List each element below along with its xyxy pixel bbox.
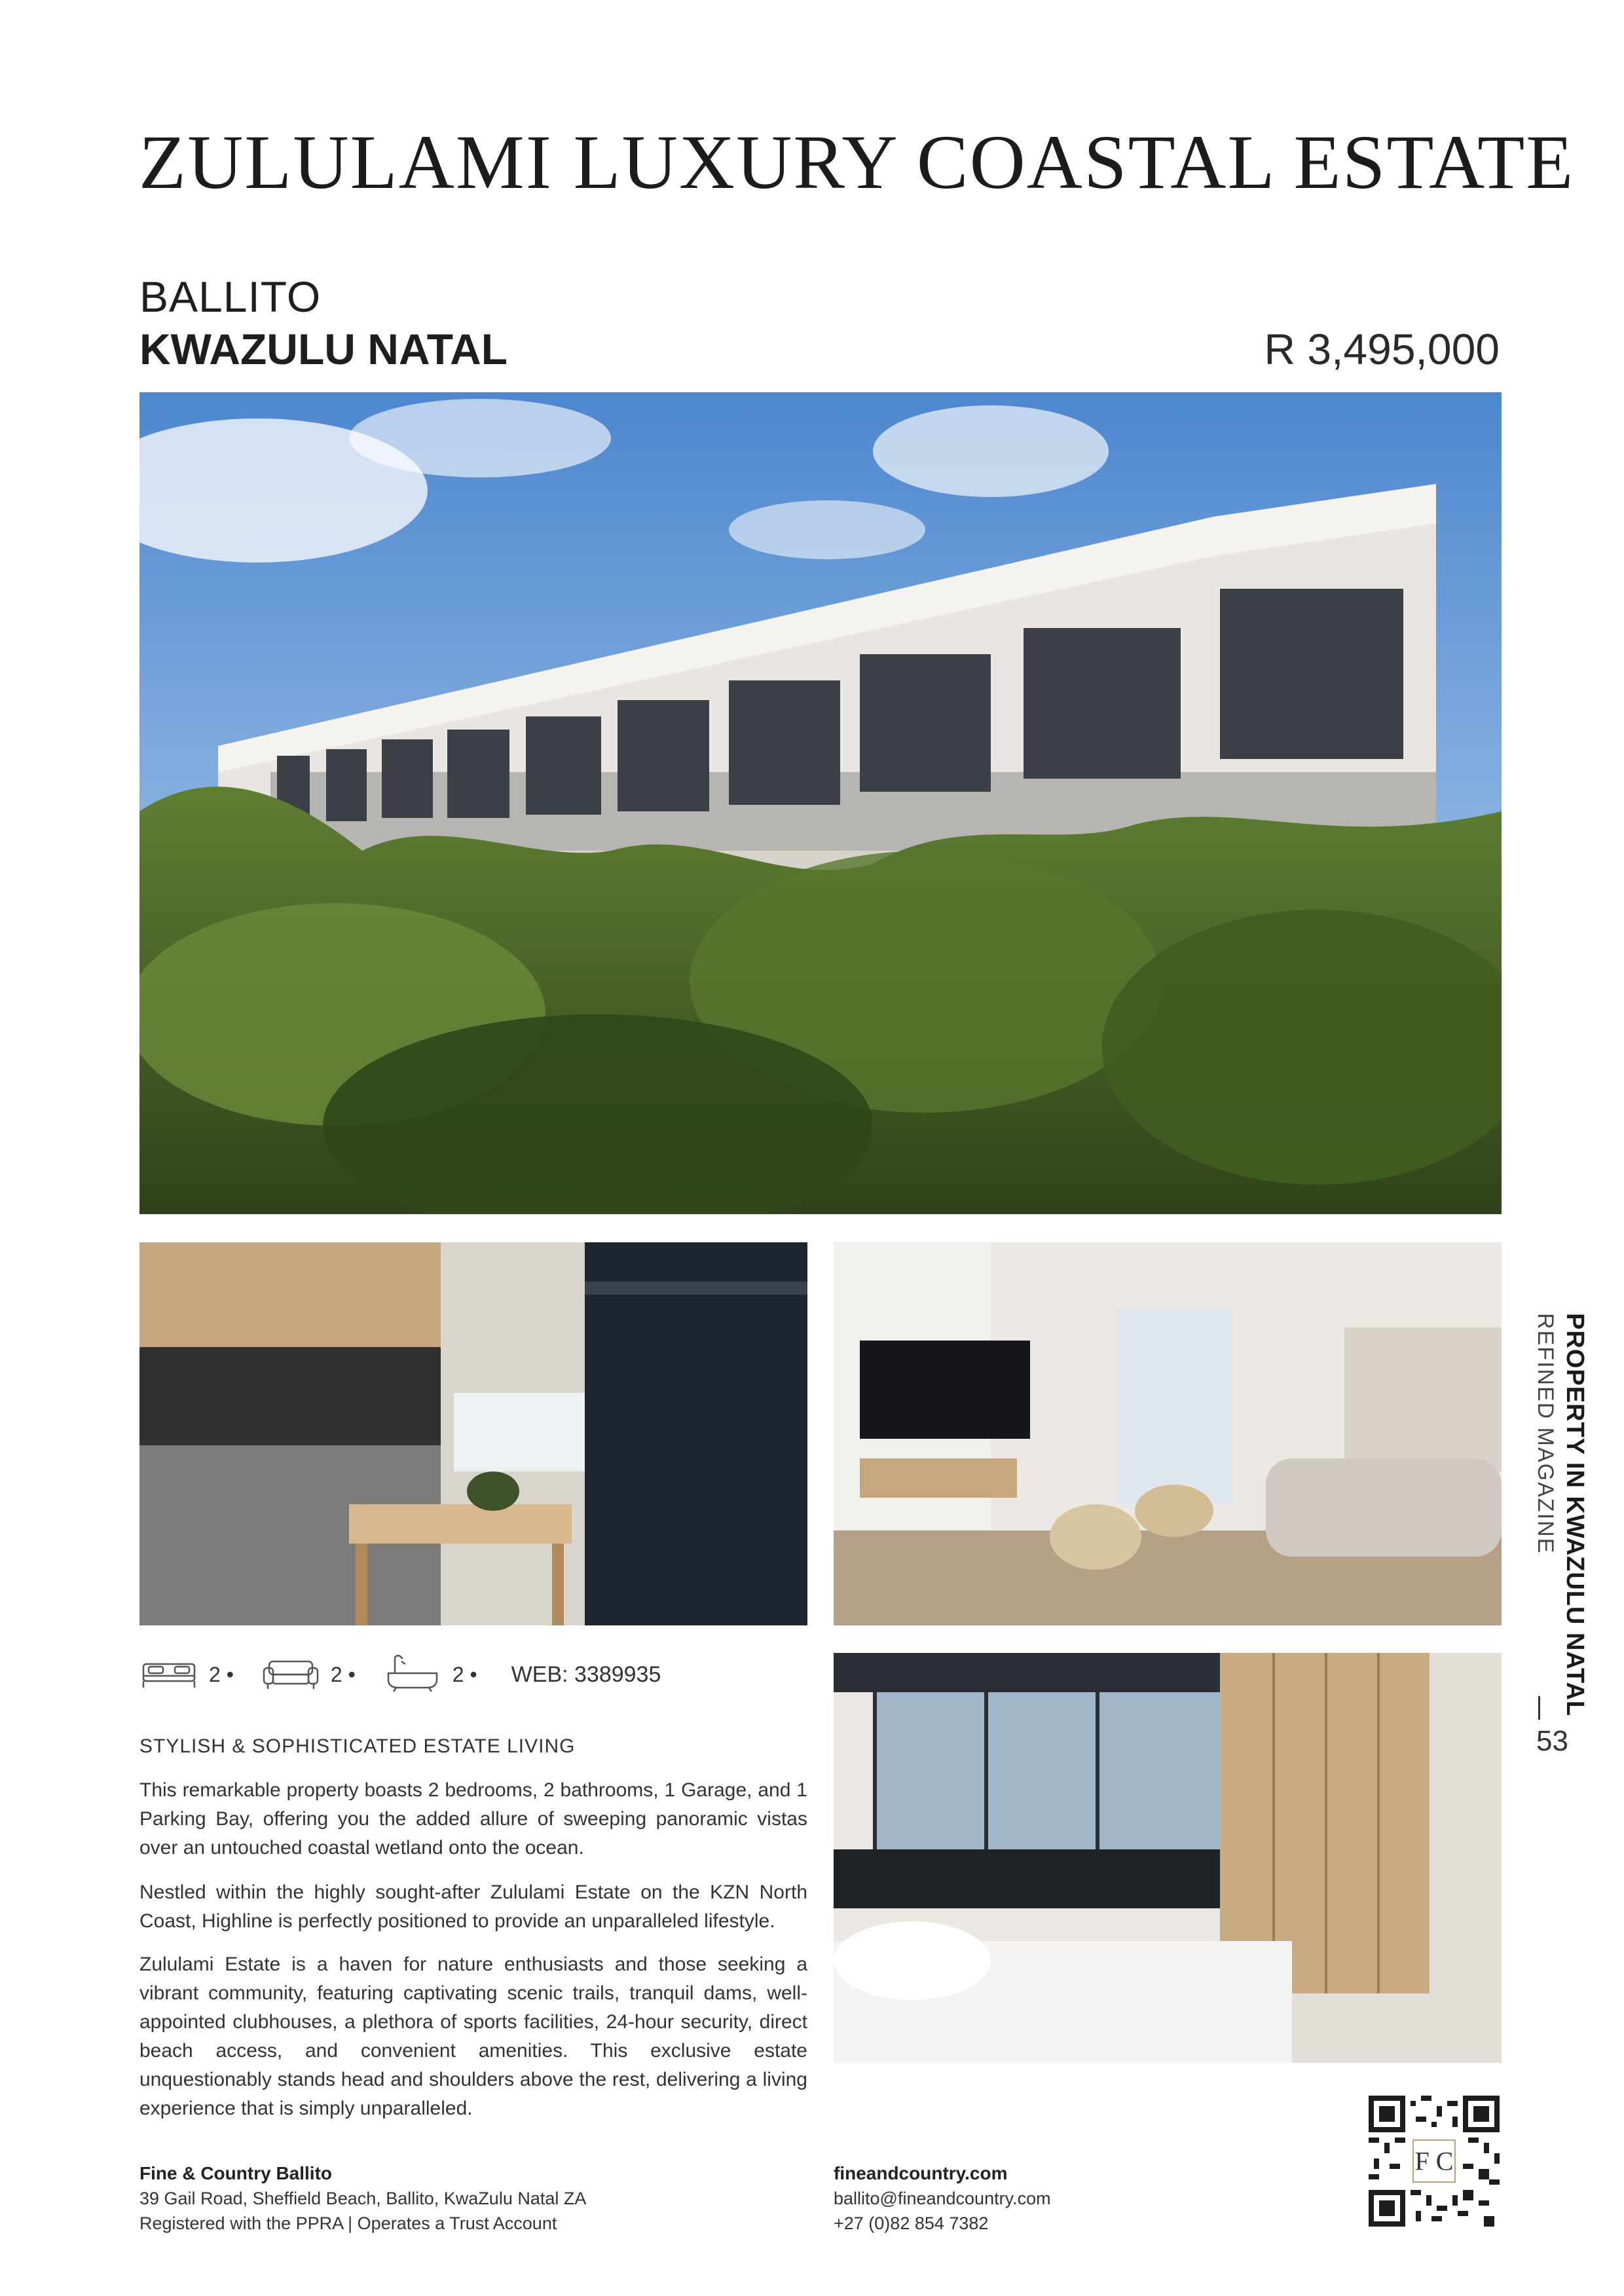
website-link[interactable]: fineandcountry.com	[834, 2163, 1008, 2183]
property-features	[139, 1655, 661, 1694]
qr-code[interactable]	[1369, 2096, 1500, 2227]
page-number: 53	[1536, 1725, 1568, 1757]
bed-icon	[139, 1654, 198, 1696]
feature-lounges	[261, 1654, 356, 1696]
kitchen-dining-photo	[139, 1242, 807, 1625]
bathrooms-count: 2 •	[452, 1662, 477, 1686]
bath-icon	[383, 1654, 442, 1696]
feature-bedrooms	[139, 1654, 234, 1696]
description-paragraph: This remarkable property boasts 2 bedrooms, 2 bathrooms, 1 Garage, and 1 Parking Bay, offering you the added allure of sweeping panoramic vistas over an untouched coastal wetland onto the ocean.	[139, 1779, 807, 1859]
agency-name: Fine & Country Ballito	[139, 2163, 332, 2183]
side-divider	[1538, 1696, 1540, 1720]
section-title: PROPERTY IN KWAZULU NATAL	[1561, 1313, 1589, 1717]
location-region: KWAZULU NATAL	[139, 325, 508, 373]
side-section-label	[1517, 1313, 1589, 1717]
web-reference: WEB: 3389935	[511, 1661, 661, 1687]
feature-bathrooms	[383, 1654, 477, 1696]
lounges-count: 2 •	[330, 1662, 356, 1686]
magazine-name: REFINED MAGAZINE	[1533, 1313, 1558, 1555]
agency-registration: Registered with the PPRA | Operates a Trust Account	[139, 2213, 557, 2233]
listing-subheading: STYLISH & SOPHISTICATED ESTATE LIVING	[139, 1735, 576, 1757]
description-paragraph: Nestled within the highly sought-after Zululami Estate on the KZN North Coast, Highline is perfectly positioned to provide an unparalleled lifestyle.	[139, 1881, 807, 1932]
contact-details	[834, 2161, 1051, 2236]
lounge-photo	[834, 1242, 1502, 1625]
page-title: ZULULAMI LUXURY COASTAL ESTATE	[139, 119, 1575, 205]
bedroom-photo	[834, 1653, 1502, 2063]
agency-details	[139, 2161, 586, 2236]
bedrooms-count: 2 •	[209, 1662, 234, 1686]
property-price: R 3,495,000	[1264, 325, 1500, 373]
agency-address: 39 Gail Road, Sheffield Beach, Ballito, KwaZulu Natal ZA	[139, 2189, 587, 2208]
qr-logo-text: F C	[1414, 2146, 1454, 2176]
sofa-icon	[261, 1654, 320, 1696]
location-city: BALLITO	[139, 272, 322, 321]
description-paragraph: Zululami Estate is a haven for nature enthusiasts and those seeking a vibrant community, featuring captivating scenic trails, tranquil dams, well-appointed clubhouses, a plethora of sports facilities, 24-hour security, direct beach access, and convenient amenities. This exclusive estate unquestionably stands head and shoulders above the rest, delivering a living experience that is simply unparalleled.	[139, 1953, 807, 2119]
email-link[interactable]: ballito@fineandcountry.com	[834, 2189, 1051, 2208]
hero-exterior-photo	[139, 392, 1502, 1214]
phone-number[interactable]: +27 (0)82 854 7382	[834, 2213, 989, 2233]
